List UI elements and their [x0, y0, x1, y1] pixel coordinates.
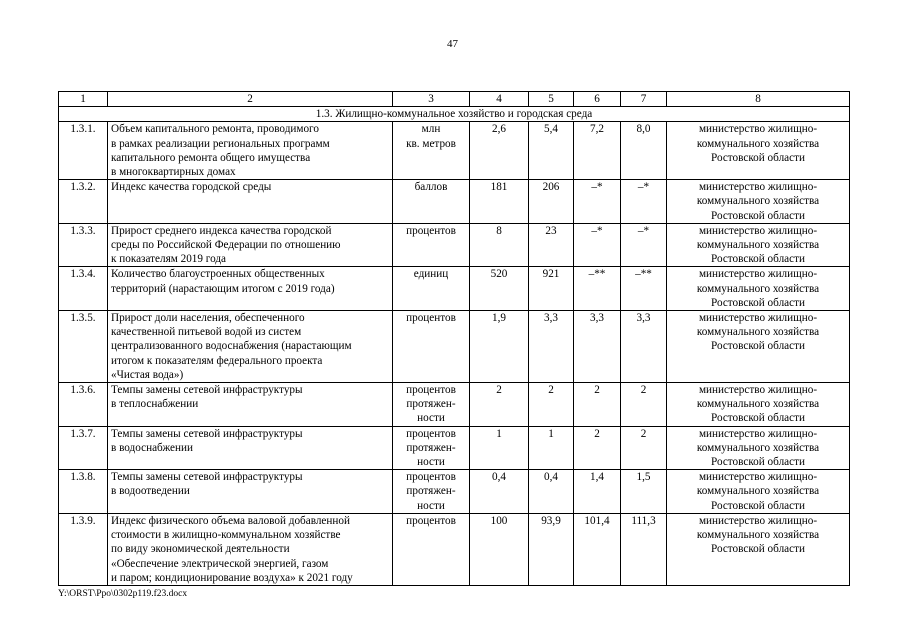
page-number: 47: [447, 38, 458, 50]
row-number: 1.3.7.: [59, 426, 108, 470]
unit-cell: [393, 513, 470, 585]
responsible-cell-line: Ростовской области: [711, 253, 805, 266]
table-row: [59, 383, 850, 427]
responsible-cell-line: коммунального хозяйства: [696, 485, 820, 498]
unit-cell: [393, 383, 470, 427]
unit-cell: [393, 311, 470, 383]
responsible-cell-line: коммунального хозяйства: [696, 239, 820, 252]
indicator-name-line: по виду экономической деятельности: [111, 543, 290, 556]
responsible-cell-line: коммунального хозяйства: [696, 529, 820, 542]
unit-cell-line: процентов: [406, 514, 456, 527]
header-cell: 5: [529, 92, 574, 107]
indicator-name-line: Темпы замены сетевой инфраструктуры: [111, 384, 303, 397]
responsible-cell-line: Ростовской области: [711, 499, 805, 512]
responsible-cell-line: министерство жилищно-: [698, 268, 818, 281]
value-cell: 1,9: [470, 311, 529, 383]
value-cell: 1,4: [574, 470, 621, 514]
section-row: [59, 107, 850, 122]
header-cell: 6: [574, 92, 621, 107]
unit-cell-line: процентов: [406, 312, 456, 325]
row-number: 1.3.2.: [59, 180, 108, 224]
indicator-name-line: среды по Российской Федерации по отношению: [111, 239, 341, 252]
value-cell: 3,3: [574, 311, 621, 383]
value-cell: 0,4: [529, 470, 574, 514]
indicator-name-line: Количество благоустроенных общественных: [111, 268, 325, 281]
responsible-cell: [667, 383, 850, 427]
value-cell: 921: [529, 267, 574, 311]
responsible-cell: [667, 513, 850, 585]
table-row: [59, 267, 850, 311]
unit-cell-line: единиц: [413, 268, 449, 281]
indicator-name: [108, 426, 393, 470]
indicator-name-line: в водоотведении: [111, 485, 190, 498]
responsible-cell: [667, 311, 850, 383]
header-cell: 7: [621, 92, 667, 107]
responsible-cell-line: коммунального хозяйства: [696, 282, 820, 295]
unit-cell-line: протяжен-: [406, 398, 456, 411]
indicator-name: [108, 122, 393, 180]
responsible-cell-line: Ростовской области: [711, 209, 805, 222]
value-cell: 1: [470, 426, 529, 470]
indicator-name-line: Темпы замены сетевой инфраструктуры: [111, 471, 303, 484]
indicators-table: [58, 91, 850, 586]
unit-cell-line: протяжен-: [406, 485, 456, 498]
value-cell: 2: [574, 426, 621, 470]
responsible-cell-line: коммунального хозяйства: [696, 441, 820, 454]
value-cell: 8: [470, 223, 529, 267]
indicator-name-line: в рамках реализации региональных программ: [111, 137, 330, 150]
unit-cell-line: процентов: [406, 427, 456, 440]
unit-cell: [393, 426, 470, 470]
row-number: 1.3.9.: [59, 513, 108, 585]
indicator-name: [108, 513, 393, 585]
unit-cell-line: млн: [421, 123, 441, 136]
table-row: [59, 311, 850, 383]
unit-cell-line: процентов: [406, 471, 456, 484]
responsible-cell-line: Ростовской области: [711, 543, 805, 556]
value-cell: 2: [529, 383, 574, 427]
responsible-cell-line: Ростовской области: [711, 456, 805, 469]
unit-cell: [393, 470, 470, 514]
value-cell: –*: [574, 223, 621, 267]
table-row: [59, 223, 850, 267]
value-cell: –*: [621, 180, 667, 224]
responsible-cell: [667, 470, 850, 514]
indicator-name-line: «Чистая вода»): [111, 368, 184, 381]
header-cell: 1: [59, 92, 108, 107]
unit-cell-line: процентов: [406, 384, 456, 397]
indicator-name: [108, 383, 393, 427]
unit-cell-line: ности: [417, 456, 445, 469]
responsible-cell-line: министерство жилищно-: [698, 224, 818, 237]
unit-cell-line: протяжен-: [406, 441, 456, 454]
value-cell: 7,2: [574, 122, 621, 180]
value-cell: 8,0: [621, 122, 667, 180]
value-cell: 520: [470, 267, 529, 311]
table-row: [59, 122, 850, 180]
indicator-name-line: в водоснабжении: [111, 441, 193, 454]
indicator-name-line: Темпы замены сетевой инфраструктуры: [111, 427, 303, 440]
indicator-name-line: капитального ремонта общего имущества: [111, 151, 311, 164]
responsible-cell-line: Ростовской области: [711, 151, 805, 164]
value-cell: –**: [621, 267, 667, 311]
value-cell: 100: [470, 513, 529, 585]
value-cell: 5,4: [529, 122, 574, 180]
value-cell: 2: [621, 383, 667, 427]
responsible-cell-line: министерство жилищно-: [698, 471, 818, 484]
responsible-cell: [667, 267, 850, 311]
responsible-cell-line: коммунального хозяйства: [696, 398, 820, 411]
indicator-name-line: «Обеспечение электрической энергией, газом: [111, 557, 329, 570]
value-cell: 1,5: [621, 470, 667, 514]
responsible-cell: [667, 223, 850, 267]
responsible-cell-line: Ростовской области: [711, 296, 805, 309]
value-cell: 1: [529, 426, 574, 470]
value-cell: –*: [574, 180, 621, 224]
column-number-row: [59, 92, 850, 107]
value-cell: –*: [621, 223, 667, 267]
value-cell: 206: [529, 180, 574, 224]
indicator-name-line: в многоквартирных домах: [111, 166, 236, 179]
responsible-cell: [667, 122, 850, 180]
responsible-cell-line: Ростовской области: [711, 412, 805, 425]
unit-cell-line: процентов: [406, 224, 456, 237]
unit-cell-line: ности: [417, 499, 445, 512]
responsible-cell-line: министерство жилищно-: [698, 181, 818, 194]
value-cell: 3,3: [621, 311, 667, 383]
indicator-name: [108, 311, 393, 383]
responsible-cell-line: министерство жилищно-: [698, 514, 818, 527]
indicator-name-line: централизованного водоснабжения (нарастающим: [111, 340, 352, 353]
value-cell: –**: [574, 267, 621, 311]
row-number: 1.3.6.: [59, 383, 108, 427]
table-row: [59, 470, 850, 514]
unit-cell: [393, 223, 470, 267]
row-number: 1.3.8.: [59, 470, 108, 514]
value-cell: 93,9: [529, 513, 574, 585]
value-cell: 2,6: [470, 122, 529, 180]
header-cell: 2: [108, 92, 393, 107]
responsible-cell-line: министерство жилищно-: [698, 312, 818, 325]
indicator-name-line: качественной питьевой водой из систем: [111, 326, 302, 339]
indicator-name-line: Индекс качества городской среды: [111, 181, 272, 194]
row-number: 1.3.1.: [59, 122, 108, 180]
value-cell: 2: [574, 383, 621, 427]
indicator-name-line: к показателям 2019 года: [111, 253, 227, 266]
responsible-cell-line: коммунального хозяйства: [696, 195, 820, 208]
indicator-name-line: Прирост доли населения, обеспеченного: [111, 312, 305, 325]
indicator-name: [108, 223, 393, 267]
responsible-cell-line: Ростовской области: [711, 340, 805, 353]
responsible-cell: [667, 180, 850, 224]
indicator-name-line: в теплоснабжении: [111, 398, 199, 411]
table-row: [59, 426, 850, 470]
responsible-cell: [667, 426, 850, 470]
indicator-name-line: Объем капитального ремонта, проводимого: [111, 123, 319, 136]
unit-cell-line: баллов: [414, 181, 448, 194]
value-cell: 0,4: [470, 470, 529, 514]
unit-cell: [393, 122, 470, 180]
responsible-cell-line: министерство жилищно-: [698, 123, 818, 136]
unit-cell-line: кв. метров: [406, 137, 456, 150]
indicator-name-line: Прирост среднего индекса качества городской: [111, 224, 332, 237]
value-cell: 2: [470, 383, 529, 427]
value-cell: 2: [621, 426, 667, 470]
unit-cell: [393, 180, 470, 224]
indicator-name-line: территорий (нарастающим итогом с 2019 года): [111, 282, 335, 295]
row-number: 1.3.3.: [59, 223, 108, 267]
header-cell: 8: [667, 92, 850, 107]
section-title: 1.3. Жилищно-коммунальное хозяйство и городская среда: [59, 107, 850, 122]
table-row: [59, 513, 850, 585]
indicator-name-line: и паром; кондиционирование воздуха» к 2021 году: [111, 571, 353, 584]
table-row: [59, 180, 850, 224]
indicator-name: [108, 470, 393, 514]
responsible-cell-line: коммунального хозяйства: [696, 326, 820, 339]
indicator-name-line: стоимости в жилищно-коммунальном хозяйстве: [111, 529, 341, 542]
indicator-name: [108, 267, 393, 311]
unit-cell: [393, 267, 470, 311]
file-path-footer: Y:\ORST\Ppo\0302p119.f23.docx: [58, 589, 188, 599]
value-cell: 181: [470, 180, 529, 224]
indicator-name-line: Индекс физического объема валовой добавленной: [111, 514, 350, 527]
row-number: 1.3.4.: [59, 267, 108, 311]
indicator-name-line: итогом к показателям федерального проекта: [111, 354, 323, 367]
value-cell: 111,3: [621, 513, 667, 585]
responsible-cell-line: министерство жилищно-: [698, 427, 818, 440]
value-cell: 3,3: [529, 311, 574, 383]
indicator-name: [108, 180, 393, 224]
responsible-cell-line: министерство жилищно-: [698, 384, 818, 397]
row-number: 1.3.5.: [59, 311, 108, 383]
header-cell: 4: [470, 92, 529, 107]
responsible-cell-line: коммунального хозяйства: [696, 137, 820, 150]
value-cell: 23: [529, 223, 574, 267]
unit-cell-line: ности: [417, 412, 445, 425]
value-cell: 101,4: [574, 513, 621, 585]
header-cell: 3: [393, 92, 470, 107]
